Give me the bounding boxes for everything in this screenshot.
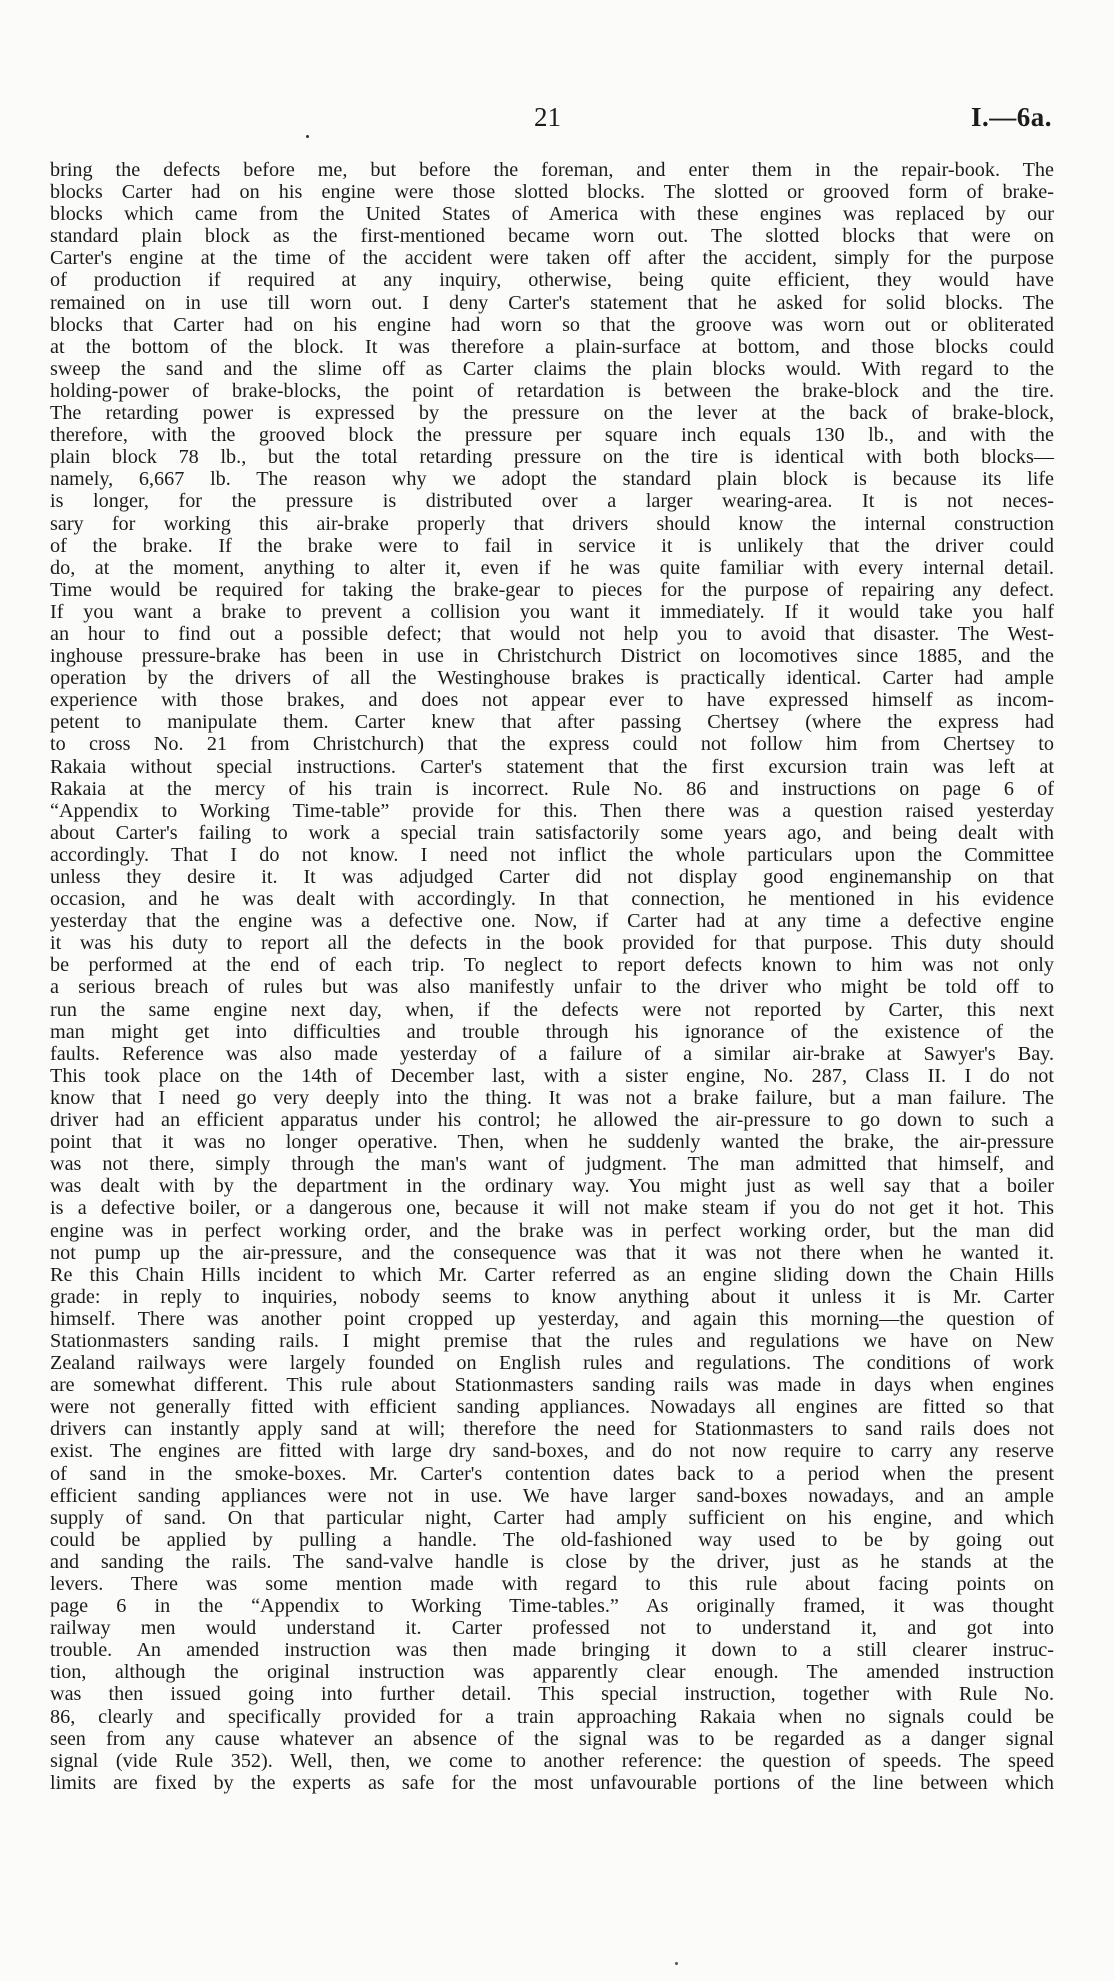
text-line: engine was in perfect working order, and the brake was in perfect working order, but the man did — [50, 1219, 1054, 1242]
text-line: The retarding power is expressed by the pressure on the lever at the back of brake-block, — [50, 402, 1054, 425]
text-line: could be applied by pulling a handle. The old-fashioned way used to be by going out — [50, 1528, 1054, 1551]
text-line: at the bottom of the block. It was therefore a plain-surface at bottom, and those blocks could — [50, 335, 1054, 358]
text-line: limits are fixed by the experts as safe for the most unfavourable portions of the line between which — [50, 1771, 1054, 1794]
text-line: This took place on the 14th of December last, with a sister engine, No. 287, Class II. I do not — [50, 1064, 1054, 1087]
print-mark — [675, 1962, 678, 1965]
text-line: occasion, and he was dealt with accordingly. In that connection, he mentioned in his evidence — [50, 888, 1054, 911]
text-line: Re this Chain Hills incident to which Mr. Carter referred as an engine sliding down the Chain Hills — [50, 1263, 1054, 1286]
text-line: 86, clearly and specifically provided for a train approaching Rakaia when no signals could be — [50, 1705, 1054, 1728]
text-line: efficient sanding appliances were not in use. We have larger sand-boxes nowadays, and an ample — [50, 1484, 1054, 1507]
text-line: holding-power of brake-blocks, the point of retardation is between the brake-block and the tire. — [50, 379, 1054, 402]
text-line: accordingly. That I do not know. I need not inflict the whole particulars upon the Committee — [50, 843, 1054, 866]
text-line: page 6 in the “Appendix to Working Time-tables.” As originally framed, it was thought — [50, 1595, 1054, 1618]
text-line: of sand in the smoke-boxes. Mr. Carter's contention dates back to a period when the present — [50, 1462, 1054, 1485]
text-line: Stationmasters sanding rails. I might premise that the rules and regulations we have on New — [50, 1329, 1054, 1352]
text-line: point that it was no longer operative. Then, when he suddenly wanted the brake, the air-pressure — [50, 1131, 1054, 1154]
text-line: supply of sand. On that particular night, Carter had amply sufficient on his engine, and which — [50, 1506, 1054, 1529]
text-line: an hour to find out a possible defect; that would not help you to avoid that disaster. The West- — [50, 622, 1054, 645]
text-line: railway men would understand it. Carter professed not to understand it, and got into — [50, 1617, 1054, 1640]
text-line: of production if required at any inquiry, otherwise, being quite efficient, they would have — [50, 269, 1054, 292]
text-line: were not generally fitted with efficient sanding appliances. Nowadays all engines are fitted so that — [50, 1396, 1054, 1419]
text-line: was dealt with by the department in the ordinary way. You might just as well say that a boiler — [50, 1175, 1054, 1198]
text-line: was then issued going into further detail. This special instruction, together with Rule No. — [50, 1683, 1054, 1706]
text-line: faults. Reference was also made yesterday of a failure of a similar air-brake at Sawyer's Bay. — [50, 1042, 1054, 1065]
text-line: and sanding the rails. The sand-valve handle is close by the driver, just as he stands at the — [50, 1550, 1054, 1573]
text-line: be performed at the end of each trip. To neglect to report defects known to him was not only — [50, 954, 1054, 977]
text-line: know that I need go very deeply into the thing. It was not a brake failure, but a man failure. The — [50, 1086, 1054, 1109]
text-line: sweep the sand and the slime off as Carter claims the plain blocks would. With regard to the — [50, 357, 1054, 380]
text-line: seen from any cause whatever an absence of the signal was to be regarded as a danger signal — [50, 1727, 1054, 1750]
body-text — [50, 159, 1054, 1794]
text-line: operation by the drivers of all the Westinghouse brakes is practically identical. Carter had ample — [50, 667, 1054, 690]
text-line: of the brake. If the brake were to fail in service it is unlikely that the driver could — [50, 534, 1054, 557]
document-reference: I.—6a. — [970, 102, 1052, 132]
text-line: blocks Carter had on his engine were those slotted blocks. The slotted or grooved form of brake- — [50, 181, 1054, 204]
text-line: standard plain block as the first-mentioned became worn out. The slotted blocks that were on — [50, 225, 1054, 248]
text-line: levers. There was some mention made with regard to this rule about facing points on — [50, 1573, 1054, 1595]
page-number: 21 — [534, 102, 561, 132]
text-line: Time would be required for taking the brake-gear to pieces for the purpose of repairing any defect. — [50, 578, 1054, 601]
text-line: namely, 6,667 lb. The reason why we adopt the standard plain block is because its life — [50, 468, 1054, 491]
text-line: inghouse pressure-brake has been in use in Christchurch District on locomotives since 1885, and the — [50, 645, 1054, 668]
text-line: blocks which came from the United States of America with these engines was replaced by our — [50, 203, 1054, 226]
text-line: drivers can instantly apply sand at will; therefore the need for Stationmasters to sand rails does not — [50, 1418, 1054, 1441]
text-line: is longer, for the pressure is distributed over a larger wearing-area. It is not neces- — [50, 490, 1054, 513]
text-line: was not there, simply through the man's want of judgment. The man admitted that himself, and — [50, 1153, 1054, 1176]
text-line: petent to manipulate them. Carter knew that after passing Chertsey (where the express had — [50, 711, 1054, 734]
text-line: do, at the moment, anything to alter it, even if he was quite familiar with every internal detail. — [50, 556, 1054, 579]
text-line: about Carter's failing to work a special train satisfactorily some years ago, and being dealt with — [50, 821, 1054, 844]
text-line: If you want a brake to prevent a collision you want it immediately. If it would take you half — [50, 600, 1054, 623]
text-line: blocks that Carter had on his engine had worn so that the groove was worn out or obliterated — [50, 313, 1054, 336]
text-line: run the same engine next day, when, if the defects were not reported by Carter, this next — [50, 998, 1054, 1021]
text-line: it was his duty to report all the defects in the book provided for that purpose. This duty should — [50, 932, 1054, 955]
text-line: yesterday that the engine was a defective one. Now, if Carter had at any time a defective engine — [50, 910, 1054, 933]
text-line: Rakaia without special instructions. Carter's statement that the first excursion train was left at — [50, 755, 1054, 778]
text-line: is a defective boiler, or a dangerous one, because it will not make steam if you do not get it hot. This — [50, 1197, 1054, 1220]
text-line: signal (vide Rule 352). Well, then, we come to another reference: the question of speeds. The speed — [50, 1749, 1054, 1772]
text-line: man might get into difficulties and trouble through his ignorance of the existence of the — [50, 1020, 1054, 1043]
text-line: sary for working this air-brake properly that drivers should know the internal construction — [50, 512, 1054, 535]
text-line: Rakaia at the mercy of his train is incorrect. Rule No. 86 and instructions on page 6 of — [50, 777, 1054, 800]
text-line: a serious breach of rules but was also manifestly unfair to the driver who might be told off to — [50, 976, 1054, 999]
text-line: exist. The engines are fitted with large dry sand-boxes, and do not now require to carry any reserve — [50, 1440, 1054, 1463]
text-line: driver had an efficient apparatus under his control; he allowed the air-pressure to go down to such a — [50, 1109, 1054, 1132]
text-line: “Appendix to Working Time-table” provide for this. Then there was a question raised yesterday — [50, 799, 1054, 822]
text-line: to cross No. 21 from Christchurch) that the express could not follow him from Chertsey to — [50, 733, 1054, 756]
text-line: therefore, with the grooved block the pressure per square inch equals 130 lb., and with the — [50, 424, 1054, 447]
text-line: himself. There was another point cropped up yesterday, and again this morning—the question of — [50, 1307, 1054, 1330]
text-line: plain block 78 lb., but the total retarding pressure on the tire is identical with both blocks— — [50, 446, 1054, 469]
text-line: grade: in reply to inquiries, nobody seems to know anything about it unless it is Mr. Carter — [50, 1285, 1054, 1308]
text-line: trouble. An amended instruction was then made bringing it down to a still clearer instruc- — [50, 1639, 1054, 1662]
text-line: are somewhat different. This rule about Stationmasters sanding rails was made in days when engines — [50, 1374, 1054, 1397]
page-header — [0, 102, 1114, 142]
text-line: tion, although the original instruction was apparently clear enough. The amended instruction — [50, 1661, 1054, 1684]
text-line: experience with those brakes, and does not appear ever to have expressed himself as incom- — [50, 689, 1054, 712]
text-line: bring the defects before me, but before the foreman, and enter them in the repair-book. The — [50, 159, 1054, 181]
text-line: Zealand railways were largely founded on English rules and regulations. The conditions of work — [50, 1352, 1054, 1375]
text-line: unless they desire it. It was adjudged Carter did not display good enginemanship on that — [50, 866, 1054, 888]
text-line: not pump up the air-pressure, and the consequence was that it was not there when he wanted it. — [50, 1241, 1054, 1264]
text-line: Carter's engine at the time of the accident were taken off after the accident, simply for the purpose — [50, 247, 1054, 270]
text-line: remained on in use till worn out. I deny Carter's statement that he asked for solid blocks. The — [50, 291, 1054, 314]
